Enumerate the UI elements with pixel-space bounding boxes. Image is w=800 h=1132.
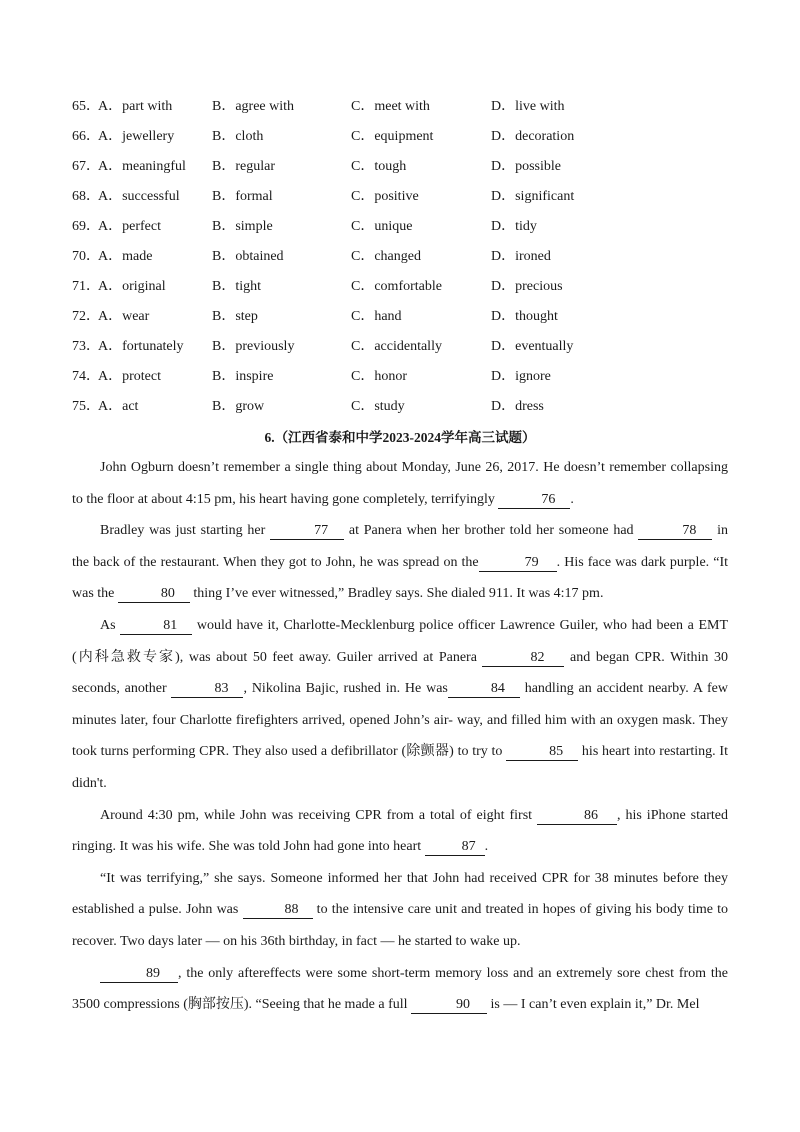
option-b: B．formal: [212, 189, 273, 204]
blank-87: 87: [425, 839, 485, 856]
option-d: D．ignore: [491, 369, 551, 384]
question-number: 74．: [72, 369, 100, 384]
question-68-options: [0, 187, 800, 217]
option-a: A．made: [98, 249, 153, 264]
question-65-options: [0, 97, 800, 127]
passage-text: in the back of the restaurant. When they got to John, he was spread on the: [72, 523, 728, 570]
option-d: D．significant: [491, 189, 575, 204]
option-c: C．honor: [351, 369, 407, 384]
option-d: D．decoration: [491, 129, 575, 144]
option-a: A．meaningful: [98, 159, 186, 174]
paragraph-4: [72, 800, 728, 863]
option-d: D．dress: [491, 399, 544, 414]
paragraph-2: [72, 515, 728, 610]
option-a: A．protect: [98, 369, 161, 384]
question-number: 65．: [72, 99, 100, 114]
option-b: B．regular: [212, 159, 275, 174]
option-a: A．jewellery: [98, 129, 175, 144]
passage-text: “It was terrifying,” she says. Someone informed her that John had received CPR for 38 minutes before they established a pulse. John was: [72, 870, 728, 918]
question-number: 67．: [72, 159, 100, 174]
option-b: B．previously: [212, 339, 295, 354]
blank-89: 89: [100, 966, 178, 983]
section-heading: 6.（江西省泰和中学2023-2024学年高三试题）: [264, 430, 536, 445]
passage-text: Bradley was just starting her: [100, 523, 271, 539]
paragraph-1: [72, 452, 728, 515]
question-number: 71．: [72, 279, 100, 294]
passage-text: , his iPhone started ringing. It was his wife. She was told John had gone into heart: [72, 807, 728, 855]
passage-text: .: [484, 839, 489, 855]
option-b: B．agree with: [212, 99, 295, 114]
question-66-options: [0, 127, 800, 157]
paragraph-6: [72, 958, 728, 1021]
option-d: D．possible: [491, 159, 561, 174]
option-b: B．simple: [212, 219, 273, 234]
option-a: A．successful: [98, 189, 180, 204]
passage-text: handling an accident nearby. A few minutes later, four Charlotte firefighters arrived, opened John’s air- way, and filled him with an oxygen mask. They took turns performing CPR. They also used a defibrillator (除颤器) to try to: [72, 681, 728, 760]
option-b: B．obtained: [212, 249, 284, 264]
passage-text: As: [100, 617, 121, 633]
question-71-options: [0, 277, 800, 307]
option-a: A．original: [98, 279, 166, 294]
cloze-passage: [72, 452, 728, 1021]
option-c: C．comfortable: [351, 279, 442, 294]
option-b: B．inspire: [212, 369, 274, 384]
option-c: C．changed: [351, 249, 421, 264]
option-b: B．cloth: [212, 129, 264, 144]
option-b: B．tight: [212, 279, 262, 294]
option-d: D．thought: [491, 309, 558, 324]
option-a: A．act: [98, 399, 139, 414]
option-d: D．eventually: [491, 339, 574, 354]
blank-83: 83: [171, 681, 243, 698]
question-number: 72．: [72, 309, 100, 324]
passage-text: John Ogburn doesn’t remember a single thing about Monday, June 26, 2017. He doesn’t remember collapsing to the floor at about 4:15 pm, his heart having gone completely, terrifyingly: [72, 460, 728, 507]
option-c: C．tough: [351, 159, 407, 174]
passage-text: , the only aftereffects were some short-term memory loss and an extremely sore chest from the 3500 compressions (胸部按压). “Seeing that he made a full: [72, 965, 728, 1013]
blank-90: 90: [411, 997, 487, 1014]
option-a: A．fortunately: [98, 339, 184, 354]
passage-text: , Nikolina Bajic, rushed in. He was: [243, 681, 448, 697]
blank-82: 82: [482, 650, 564, 667]
question-72-options: [0, 307, 800, 337]
passage-text: Around 4:30 pm, while John was receiving CPR from a total of eight first: [100, 807, 538, 823]
blank-76: 76: [498, 492, 570, 509]
option-b: B．grow: [212, 399, 265, 414]
blank-78: 78: [638, 523, 712, 540]
blank-88: 88: [243, 902, 313, 919]
blank-80: 80: [118, 586, 190, 603]
question-number: 69．: [72, 219, 100, 234]
blank-79: 79: [479, 555, 557, 572]
passage-text: .: [570, 491, 574, 507]
paragraph-3: [72, 610, 728, 800]
option-c: C．unique: [351, 219, 413, 234]
option-c: C．equipment: [351, 129, 434, 144]
blank-85: 85: [506, 744, 578, 761]
option-c: C．positive: [351, 189, 419, 204]
passage-text: his heart into restarting. It didn't.: [72, 744, 728, 791]
option-a: A．part with: [98, 99, 173, 114]
option-d: D．ironed: [491, 249, 551, 264]
question-number: 68．: [72, 189, 100, 204]
question-number: 70．: [72, 249, 100, 264]
blank-81: 81: [120, 618, 192, 635]
question-69-options: [0, 217, 800, 247]
passage-text: at Panera when her brother told her someone had: [344, 523, 639, 539]
option-c: C．study: [351, 399, 405, 414]
option-a: A．perfect: [98, 219, 161, 234]
blank-84: 84: [448, 681, 520, 698]
option-b: B．step: [212, 309, 258, 324]
question-number: 73．: [72, 339, 100, 354]
passage-text: thing I’ve ever witnessed,” Bradley says. She dialed 911. It was 4:17 pm.: [189, 586, 604, 602]
question-74-options: [0, 367, 800, 397]
question-70-options: [0, 247, 800, 277]
passage-text: is — I can’t even explain it,” Dr. Mel: [487, 997, 700, 1013]
question-75-options: [0, 397, 800, 427]
paragraph-5: [72, 863, 728, 958]
passage-text: to the intensive care unit and treated in hopes of giving his body time to recover. Two days later — on his 36th birthday, in fact — he started to wake up.: [72, 902, 728, 949]
option-c: C．meet with: [351, 99, 430, 114]
option-d: D．tidy: [491, 219, 537, 234]
option-d: D．precious: [491, 279, 563, 294]
passage-text: would have it, Charlotte-Mecklenburg police officer Lawrence Guiler, who had been a EMT (内科急救专家), was about 50 feet away. Guiler arrived at Panera: [72, 617, 729, 665]
option-a: A．wear: [98, 309, 150, 324]
question-number: 66．: [72, 129, 100, 144]
blank-86: 86: [537, 808, 617, 825]
passage-text: . His face was dark purple. “It was the: [72, 554, 729, 602]
passage-text: and began CPR. Within 30 seconds, another: [72, 649, 728, 697]
question-number: 75．: [72, 399, 100, 414]
option-d: D．live with: [491, 99, 565, 114]
option-c: C．hand: [351, 309, 402, 324]
blank-77: 77: [270, 523, 344, 540]
question-73-options: [0, 337, 800, 367]
question-67-options: [0, 157, 800, 187]
option-c: C．accidentally: [351, 339, 442, 354]
